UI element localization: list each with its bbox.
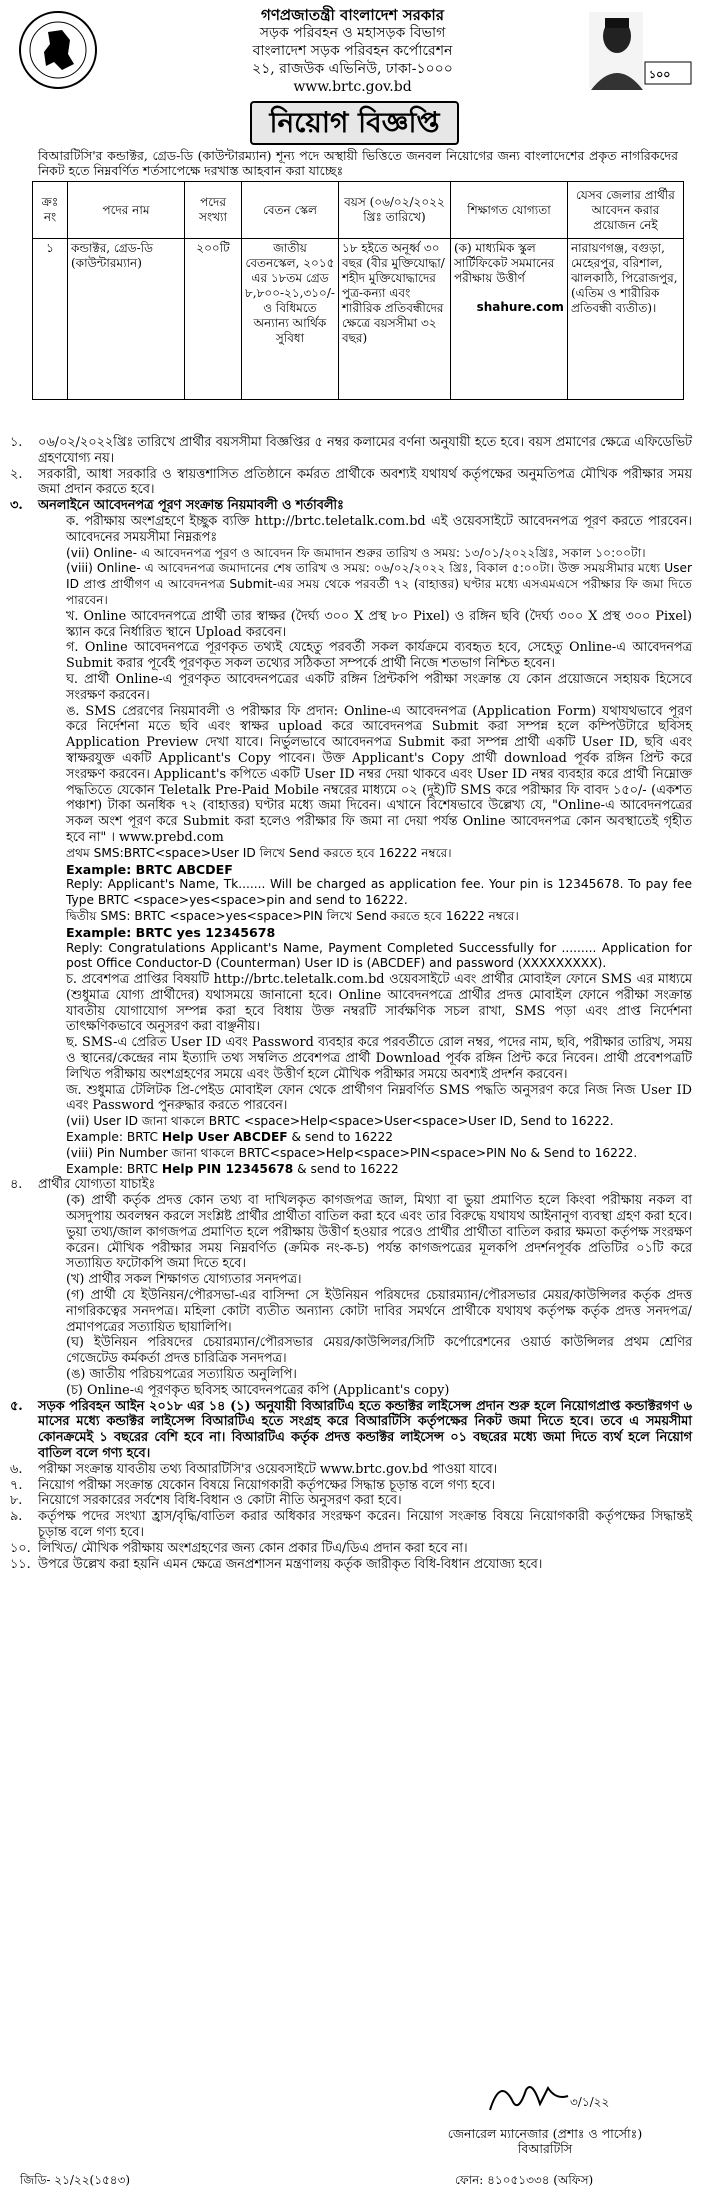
corporation-line: বাংলাদেশ সড়ক পরিবহন কর্পোরেশন (252, 43, 453, 59)
condition-item (10, 1509, 692, 1541)
col-header-scale: বেতন স্কেল (242, 182, 339, 239)
login-chha: ছ. SMS-এ প্রেরিত User ID এবং Password ব্যবহার করে পরবর্তীতে রোল নম্বর, পদের নাম, ছবি, পরীক্ষার তারিখ, সময় ও স্থানের/কেন্দ্রের নাম ইত্যাদি তথ্য সম্বলিত প্রবেশপত্র প্রার্থী Download পূর্বক রঙ্গিন প্রিন্ট করে নিবেন। প্রার্থী প্রবেশপত্রটি লিখিত পরীক্ষায় অংশগ্রহণের সময়ে এবং উত্তীর্ণ হলে মৌখিক পরীক্ষার সময়ে অবশ্যই প্রদর্শন করবেন। (66, 1035, 692, 1082)
table-header-row (33, 182, 684, 239)
reply-2: Reply: Congratulations Applicant's Name, Payment Completed Successfully for ......... Application for post Office Conductor-D (Counterman) User ID is (ABCDEF) and password (XXXXXXXXX). (66, 940, 692, 971)
reply-1: Reply: Applicant's Name, Tk....... Will be charged as application fee. Your pin is 12345678. To pay fee Type BRTC <space>yes<space>pin and send to 16222. (66, 877, 692, 908)
item-text: ০৬/০২/২০২২খ্রিঃ তারিখে প্রার্থীর বয়সসীমা বিজ্ঞপ্তির ৫ নম্বর কলামের বর্ণনা অনুযায়ী হতে হবে। বয়স প্রমাণের ক্ষেত্রে এফিডেভিট গ্রহণযোগ্য নয়। (38, 435, 692, 466)
cell-serial: ১ (33, 239, 68, 400)
eligibility-ga: (গ) প্রার্থী যে ইউনিয়ন/পৌরসভা-এর বাসিন্দা সে ইউনিয়ন পরিষদের চেয়ারম্যান/পৌরসভার মেয়র/কাউন্সিলর কর্তৃক প্রদত্ত নাগরিকত্বের সনদপত্র। মহিলা কোটা ব্যতীত অন্যান্য কোটা দাবির সমর্থনে প্রার্থীকে যথাযথ কর্তৃপক্ষ কর্তৃক প্রদত্ত সনদপত্র/প্রমাণপত্রের সত্যায়িত ছায়ালিপি। (66, 1288, 692, 1335)
item-text: প্রার্থীর যোগ্যতা যাচাইঃ (38, 1177, 156, 1193)
info-ga: গ. Online আবেদনপত্রে পূরণকৃত তথ্যই যেহেতু পরবর্তী সকল কার্যক্রমে ব্যবহৃত হবে, সেহেতু Online-এ আবেদনপত্র Submit করার পূর্বেই পূরণকৃত সকল তথ্যের সঠিকতা সম্পর্কে প্রার্থী নিজে শতভাগ নিশ্চিত হবেন। (66, 640, 692, 672)
item-text: উপরে উল্লেখ করা হয়নি এমন ক্ষেত্রে জনপ্রশাসন মন্ত্রণালয় কর্তৃক জারীকৃত বিধি-বিধান প্রযোজ্য হবে। (38, 1556, 543, 1572)
signature-block (410, 2126, 680, 2156)
eligibility-kha: (খ) প্রার্থীর সকল শিক্ষাগত যোগ্যতার সনদপত্র। (66, 1272, 302, 1288)
gd-code: জিডি- ২১/২২(১৫৪৩) (20, 2173, 131, 2187)
signatory-org: বিআরটিসি (517, 2141, 573, 2156)
item-text: সড়ক পরিবহন আইন ২০১৮ এর ১৪ (১) অনুযায়ী বিআরটিএ হতে কন্ডাক্টর লাইসেন্স প্রদান শুরু হলে নিয়োগপ্রাপ্ত কন্ডাক্টরগণ ৬ মাসের মধ্যে কন্ডাক্টর লাইসেন্স বিআরটিএ হতে সংগ্রহ করে বিআরটিসি কর্তৃপক্ষের নিকট জমা দিতে হবে। তবে এ সময়সীমা কোনক্রমেই ১ বছরের বেশি হবে না। বিআরটিএ কর্তৃক প্রদত্ত কন্ডাক্টর লাইসেন্স ০১ বছরের মধ্যে জমা দিতে ব্যর্থ হলে নিয়োগ বাতিল বলে গণ্য হবে। (38, 1398, 692, 1461)
print-gha: ঘ. প্রার্থী Online-এ পূরণকৃত আবেদনপত্রের একটি রঙ্গিন প্রিন্টকপি পরীক্ষা সংক্রান্ত যে কোন প্রয়োজনে সহায়ক হিসেবে সংরক্ষণ করবেন। (66, 671, 692, 703)
eligibility-ka: (ক) প্রার্থী কর্তৃক প্রদত্ত কোন তথ্য বা দাখিলকৃত কাগজপত্র জাল, মিথ্যা বা ভুয়া প্রমাণিত হলে কিংবা পরীক্ষায় নকল বা অসদুপায় অবলম্বন করলে সংশ্লিষ্ট প্রার্থীর প্রার্থীতা বাতিল করা হবে এবং তার বিরুদ্ধে যথাযথ আইনানুগ ব্যবস্থা গ্রহণ করা হবে। ভুয়া তথ্য/জাল কাগজপত্র প্রমাণিত হলে পরীক্ষায় উত্তীর্ণ হওয়ার পরেও প্রার্থীর প্রার্থীতা বাতিল করার ক্ষমতা কর্তৃপক্ষ সংরক্ষণ করেন। মৌখিক পরীক্ষার সময় নিম্নবর্ণিত (ক্রমিক নং-ক-চ) পর্যন্ত কাগজপত্রের মূলকপি প্রদর্শনপূর্বক প্রতিটির ০১টি করে সত্যায়িত ফটোকপি জমা দিতে হবে। (66, 1193, 692, 1272)
item-text: কর্তৃপক্ষ পদের সংখ্যা হ্রাস/বৃদ্ধি/বাতিল করার অধিকার সংরক্ষণ করেন। নিয়োগ সংক্রান্ত বিষয়ে নিয়োগকারী কর্তৃপক্ষের সিদ্ধান্তই চূড়ান্ত বলে গণ্য হবে। (38, 1509, 692, 1540)
example-4-command: Help PIN 12345678 (161, 1161, 294, 1176)
example-4-prefix: Example: BRTC (66, 1161, 162, 1176)
item-text: সরকারী, আধা সরকারি ও স্বায়ত্তশাসিত প্রতিষ্ঠানে কর্মরত প্রার্থীকে অবশ্যই যথাযর্থ কর্তৃপক্ষের অনুমতিপত্র মৌখিক পরীক্ষার সময় জমা প্রদান করতে হবে। (38, 466, 692, 498)
govt-line: গণপ্রজাতন্ত্রী বাংলাদেশ সরকার (261, 6, 444, 24)
condition-item (10, 1462, 692, 1478)
division-line: সড়ক পরিবহন ও মহাসড়ক বিভাগ (259, 25, 446, 41)
condition-item (10, 467, 692, 499)
condition-item (10, 1557, 692, 1573)
example-1: Example: BRTC ABCDEF (66, 861, 233, 877)
website-line: www.brtc.gov.bd (293, 79, 412, 95)
address-line: ২১, রাজউক এভিনিউ, ঢাকা-১০০০ (252, 61, 453, 77)
condition-item (10, 1399, 692, 1462)
col-header-count: পদের সংখ্যা (185, 182, 242, 239)
col-header-age: বয়স (০৬/০২/২০২২ খ্রিঃ তারিখে) (338, 182, 450, 239)
condition-item (10, 435, 692, 467)
signature-date: ৩/১/২২ (570, 2095, 610, 2109)
intro-paragraph: বিআরটিসি'র কন্ডাক্টর, গ্রেড-ডি (কাউন্টারম্যান) শূন্য পদে অস্থায়ী ভিত্তিতে জনবল নিয়োগের জন্য বাংলাদেশের প্রকৃত নাগরিকদের নিকট হতে নিম্নবর্ণিত শর্তসাপেক্ষে দরখাস্ত আহবান করা যাচ্ছেঃ (38, 148, 678, 178)
example-3 (10, 1130, 692, 1146)
example-4 (10, 1162, 692, 1178)
example-3-command: Help User ABCDEF (161, 1130, 288, 1145)
second-sms: দ্বিতীয় SMS: BRTC <space>yes<space>PIN লিখে Send করতে হবে 16222 নম্বরে। (66, 908, 519, 923)
example-4-suffix: & send to 16222 (293, 1161, 399, 1176)
cell-post: কন্ডাক্টর, গ্রেড-ডি (কাউন্টারম্যান) (68, 239, 185, 400)
eligibility-ng: (ঙ) জাতীয় পরিচয়পত্রের সত্যায়িত অনুলিপি। (66, 1367, 297, 1383)
item-number: ৮. (10, 1493, 23, 1509)
item-number: ৪. (10, 1177, 23, 1193)
first-sms: প্রথম SMS:BRTC<space>User ID লিখে Send করতে হবে 16222 নম্বরে। (66, 845, 452, 860)
upload-kha: খ. Online আবেদনপত্রে প্রার্থী তার স্বাক্ষর (দৈর্ঘ্য ৩০০ X প্রস্থ ৮০ Pixel) ও রঙ্গিন ছবি (দৈর্ঘ্য ৩০০ X প্রস্থ ৩০০ Pixel) স্ক্যান করে নির্ধারিত স্থানে Upload করবেন। (66, 608, 692, 640)
item-text: অনলাইনে আবেদনপত্র পূরণ সংক্রান্ত নিয়মাবলী ও শর্তাবলীঃ (38, 498, 344, 514)
item-number: ৩. (10, 498, 23, 514)
svg-text:১০০: ১০০ (649, 68, 671, 81)
col-header-post: পদের নাম (68, 182, 185, 239)
item-text: লিখিত/ মৌখিক পরীক্ষায় অংশগ্রহণের জন্য কোন প্রকার টিএ/ডিএ প্রদান করা হবে না। (38, 1540, 468, 1556)
eligibility-cha: (চ) Online-এ পূরণকৃত ছবিসহ আবেদনপত্রের কপি (Applicant's copy) (66, 1382, 450, 1398)
condition-item (10, 1478, 692, 1494)
condition-item (10, 1177, 692, 1193)
watermark-text: shahure.com (476, 300, 564, 314)
item-number: ৬. (10, 1461, 23, 1477)
recover-pin: (viii) Pin Number জানা থাকলে BRTC<space>Help<space>PIN<space>PIN No & Send to 16222. (66, 1145, 638, 1160)
office-phone: ফোন: ৪১০৫১৩৩৪ (অফিস) (455, 2173, 594, 2187)
apply-start: (vii) Online- এ আবেদনপত্র পূরণ ও আবেদন ফি জমাদান শুরুর তারিখ ও সময়: ১৩/০১/২০২২খ্রিঃ, সকাল ১০:০০টা। (66, 545, 646, 560)
page-title: নিয়োগ বিজ্ঞপ্তি (250, 101, 459, 145)
example-3-suffix: & send to 16222 (287, 1130, 393, 1145)
mujib100-portrait (583, 6, 695, 92)
recover-ja: জ. শুধুমাত্র টেলিটক প্রি-পেইড মোবাইল ফোন থেকে প্রার্থীগণ নিম্নবর্ণিত SMS পদ্ধতি অনুসরণ করে নিজ নিজ User ID এবং Password পুনরুদ্ধার করতে পারবেন। (66, 1082, 692, 1114)
condition-item (10, 1541, 692, 1557)
vacancy-table (32, 181, 684, 400)
item-text: নিয়োগ পরীক্ষা সংক্রান্ত যেকোন বিষয়ে নিয়োগকারী কর্তৃপক্ষের সিদ্ধান্ত চূড়ান্ত বলে গণ্য হবে। (38, 1477, 496, 1493)
handwritten-signature (470, 2070, 630, 2122)
admit-card-cha: চ. প্রবেশপত্র প্রাপ্তির বিষয়টি http://brtc.teletalk.com.bd ওয়েবসাইটে এবং প্রার্থীর মোবাইল ফোনে SMS এর মাধ্যমে (শুধুমাত্র যোগ্য প্রার্থীদের) যথাসময়ে জানানো হবে। Online আবেদনপত্রে প্রার্থীর প্রদত্ত মোবাইল ফোনে পরীক্ষা সংক্রান্ত যাবতীয় যোগাযোগ সম্পন্ন করা হবে বিধায় উক্ত নম্বরটি সার্বক্ষণিক সচল রাখা, SMS পড়া এবং প্রাপ্ত নির্দেশনা তাৎক্ষণিকভাবে অনুসরণ করা বাঞ্ছনীয়। (66, 972, 693, 1035)
item-number: ৯. (10, 1509, 23, 1525)
apply-end: (viii) Online- এ আবেদনপত্র জমাদানের শেষ তারিখ ও সময়: ০৬/০২/২০২২ খ্রিঃ, বিকাল ৫:০০টা। উক্ত সময়সীমার মধ্যে User ID প্রাপ্ত প্রার্থীগণ এ আবেদনপত্র Submit-এর সময় থেকে পরবর্তী ৭২ (বাহাত্তর) ঘণ্টার মধ্যে এসএমএসে পরীক্ষার ফি জমা দিতে পারবেন। (66, 561, 692, 607)
item-number: ১. (10, 435, 23, 450)
col-header-education: শিক্ষাগত যোগ্যতা (450, 182, 567, 239)
online-apply-ka: ক. পরীক্ষায় অংশগ্রহণে ইচ্ছুক ব্যক্তি http://brtc.teletalk.com.bd এই ওয়েবসাইটে আবেদনপত্র পূরণ করতে পারবেন। আবেদনের সময়সীমা নিম্নরূপঃ (66, 513, 692, 545)
item-number: ৫. (10, 1398, 23, 1414)
col-header-serial: ক্রঃ নং (33, 182, 68, 239)
table-row (33, 239, 684, 400)
example-2: Example: BRTC yes 12345678 (66, 924, 276, 940)
col-header-districts: যেসব জেলার প্রার্থীর আবেদন করার প্রয়োজন নেই (567, 182, 683, 239)
example-3-prefix: Example: BRTC (66, 1130, 162, 1145)
cell-education (450, 239, 567, 400)
item-number: ২. (10, 466, 23, 482)
conditions-section (10, 435, 692, 1572)
item-number: ১০. (10, 1540, 31, 1556)
signatory-title: জেনারেল ম্যানেজার (প্রশাঃ ও পার্সোঃ) (447, 2126, 643, 2141)
eligibility-gha: (ঘ) ইউনিয়ন পরিষদের চেয়ারম্যান/পৌরসভার মেয়র/কাউন্সিলর/সিটি কর্পোরেশনের ওয়ার্ড কাউন্সিলর প্রথম শ্রেণির গেজেটেড কর্মকর্তা প্রদত্ত চারিত্রিক সনদপত্র। (66, 1335, 692, 1367)
cell-districts: নারায়ণগঞ্জ, বগুড়া, মেহেরপুর, বরিশাল, ঝালকাঠি, পিরোজপুর, (এতিম ও শারীরিক প্রতিবন্ধী ব্যতীত)। (567, 239, 683, 400)
item-text: নিয়োগে সরকারের সর্বশেষ বিধি-বিধান ও কোটা নীতি অনুসরণ করা হবে। (38, 1493, 402, 1509)
cell-count: ২০০টি (185, 239, 242, 400)
recover-user-id: (vii) User ID জানা থাকলে BRTC <space>Help<space>User<space>User ID, Send to 16222. (66, 1114, 614, 1129)
item-number: ৭. (10, 1477, 23, 1493)
education-text: (ক) মাধ্যমিক স্কুল সার্টিফিকেট সমমানের পরীক্ষায় উত্তীর্ণ (453, 241, 555, 285)
condition-item (10, 1493, 692, 1509)
cell-scale: জাতীয় বেতনস্কেল, ২০১৫ এর ১৮তম গ্রেড ৮,৮০০-২১,৩১০/- ও বিধিমতে অন্যান্য আর্থিক সুবিধা (242, 239, 339, 400)
item-text: পরীক্ষা সংক্রান্ত যাবতীয় তথ্য বিআরটিসি'র ওয়েবসাইটে www.brtc.gov.bd পাওয়া যাবে। (38, 1461, 498, 1477)
condition-item (10, 498, 692, 514)
item-number: ১১. (10, 1556, 31, 1572)
sms-rules-ng: ঙ. SMS প্রেরণের নিয়মাবলী ও পরীক্ষার ফি প্রদান: Online-এ আবেদনপত্র (Application Form) যথাযথভাবে পূরণ করে নির্দেশনা মতে ছবি এবং স্বাক্ষর upload করে আবেদনপত্র Submit করা সম্পন্ন হলে কম্পিউটারে ছবিসহ Application Preview দেখা যাবে। নির্ভুলভাবে আবেদনপত্র Submit করা সম্পন্ন প্রার্থী একটি User ID, ছবি এবং স্বাক্ষরযুক্ত একটি Applicant's Copy পাবেন। উক্ত Applicant's Copy প্রার্থী download পূর্বক রঙ্গিন প্রিন্ট করে সংরক্ষণ করবেন। Applicant's কপিতে একটি User ID নম্বর দেয়া থাকবে এবং User ID নম্বর ব্যবহার করে প্রার্থী নিম্নোক্ত পদ্ধতিতে যেকোন Teletalk Pre-Paid Mobile নম্বরের মাধ্যমে ০২ (দুই)টি SMS করে পরীক্ষার ফি বাবদ ১৫০/- (একশত পঞ্চাশ) টাকা অনধিক ৭২ (বাহাত্তর) ঘণ্টার মধ্যে জমা দিবেন। এখানে বিশেষভাবে উল্লেখ্য যে, "Online-এ আবেদনপত্রের সকল অংশ পূরণ করে Submit করা হলেও পরীক্ষার ফি জমা না দেয়া পর্যন্ত Online আবেদনপত্র কোন অবস্থাতেই গৃহীত হবে না" । www.prebd.com (66, 703, 692, 845)
cell-age: ১৮ হইতে অনূর্ধ্ব ৩০ বছর (বীর মুক্তিযোদ্ধা/শহীদ মুক্তিযোদ্ধাদের পুত্র-কন্যা এবং শারীরিক প্রতিবন্ধীদের ক্ষেত্রে বয়সসীমা ৩২ বছর) (338, 239, 450, 400)
